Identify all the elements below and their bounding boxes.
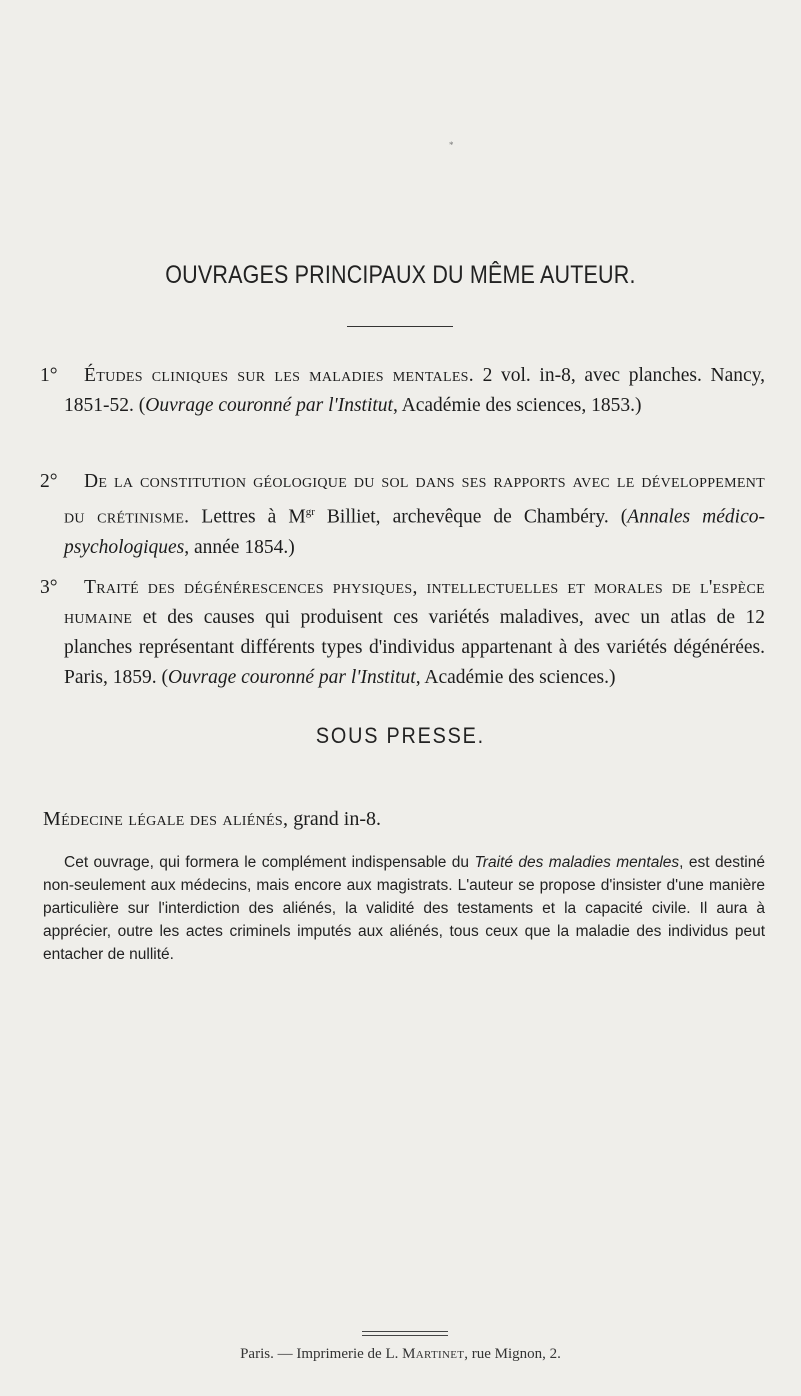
work-entry-1 [40, 361, 765, 421]
imprint-end: , rue Mignon, 2. [464, 1346, 561, 1362]
work-superscript: gr [305, 506, 315, 518]
imprint-printer: Martinet [402, 1346, 465, 1362]
press-desc-start: Cet ouvrage, qui formera le complément indispensable du [64, 854, 475, 871]
work-tail: , Académie des sciences, 1853.) [392, 395, 642, 416]
work-note: Annales médico-psychologiques [64, 506, 765, 558]
work-tail: , Académie des sciences.) [415, 667, 616, 688]
work-details: et des causes qui produisent ces variétés maladives, avec un atlas de 12 planches représentant différents types d'individus appartenant à des variétés dégénérées. Paris, 1859. ( [64, 607, 765, 688]
work-note: Ouvrage couronné par l'Institut [168, 667, 416, 688]
work-number: 2° [40, 471, 58, 492]
work-number: 1° [40, 365, 58, 386]
press-heading: SOUS PRESSE. [315, 723, 485, 748]
work-number: 3° [40, 577, 58, 598]
press-work-title: Médecine légale des aliénés, [43, 808, 289, 830]
work-text [40, 467, 765, 563]
imprint-start: Paris. — Imprimerie de L. [240, 1346, 403, 1362]
press-description [43, 851, 765, 966]
work-note: Ouvrage couronné par l'Institut [145, 395, 393, 416]
press-desc-title: Traité des maladies mentales [474, 854, 680, 871]
page-title: OUVRAGES PRINCIPAUX DU MÊME AUTEUR. [165, 261, 636, 289]
press-work-format: grand in-8. [288, 808, 382, 830]
title-divider [347, 326, 453, 327]
work-details-cont: Billiet, archevêque de Chambéry. ( [314, 506, 628, 528]
work-title: Études cliniques sur les maladies mentales. [84, 365, 474, 386]
work-details: 2 vol. in-8, avec planches. Nancy, 1851-52. ( [64, 365, 765, 416]
work-entry-2 [40, 467, 765, 563]
press-desc-rest: , est destiné non-seulement aux médecins, mais encore aux magistrats. L'auteur se propose d'insister d'une manière particulière sur l'interdiction des aliénés, la validité des testaments et la capacité civile. Il aura à apprécier, outre les actes criminels imputés aux aliénés, tous ceux que la maladie des individus peut entacher de nullité. [43, 854, 765, 963]
footer-rule-top [362, 1331, 448, 1332]
work-title: Traité des dégénérescences physiques, intellectuelles et morales de l'espèce humaine [64, 577, 765, 628]
corner-mark: * [449, 140, 454, 150]
work-details: Lettres à M [189, 506, 306, 528]
work-text [40, 361, 765, 421]
work-tail: , année 1854.) [184, 536, 295, 558]
press-work [43, 808, 763, 831]
imprint [0, 1346, 801, 1363]
footer-rule-bottom [362, 1335, 448, 1336]
work-entry-3 [40, 573, 765, 693]
work-title: De la constitution géologique du sol dans ses rapports avec le développement du crétinisme. [64, 471, 765, 528]
work-text [40, 573, 765, 693]
